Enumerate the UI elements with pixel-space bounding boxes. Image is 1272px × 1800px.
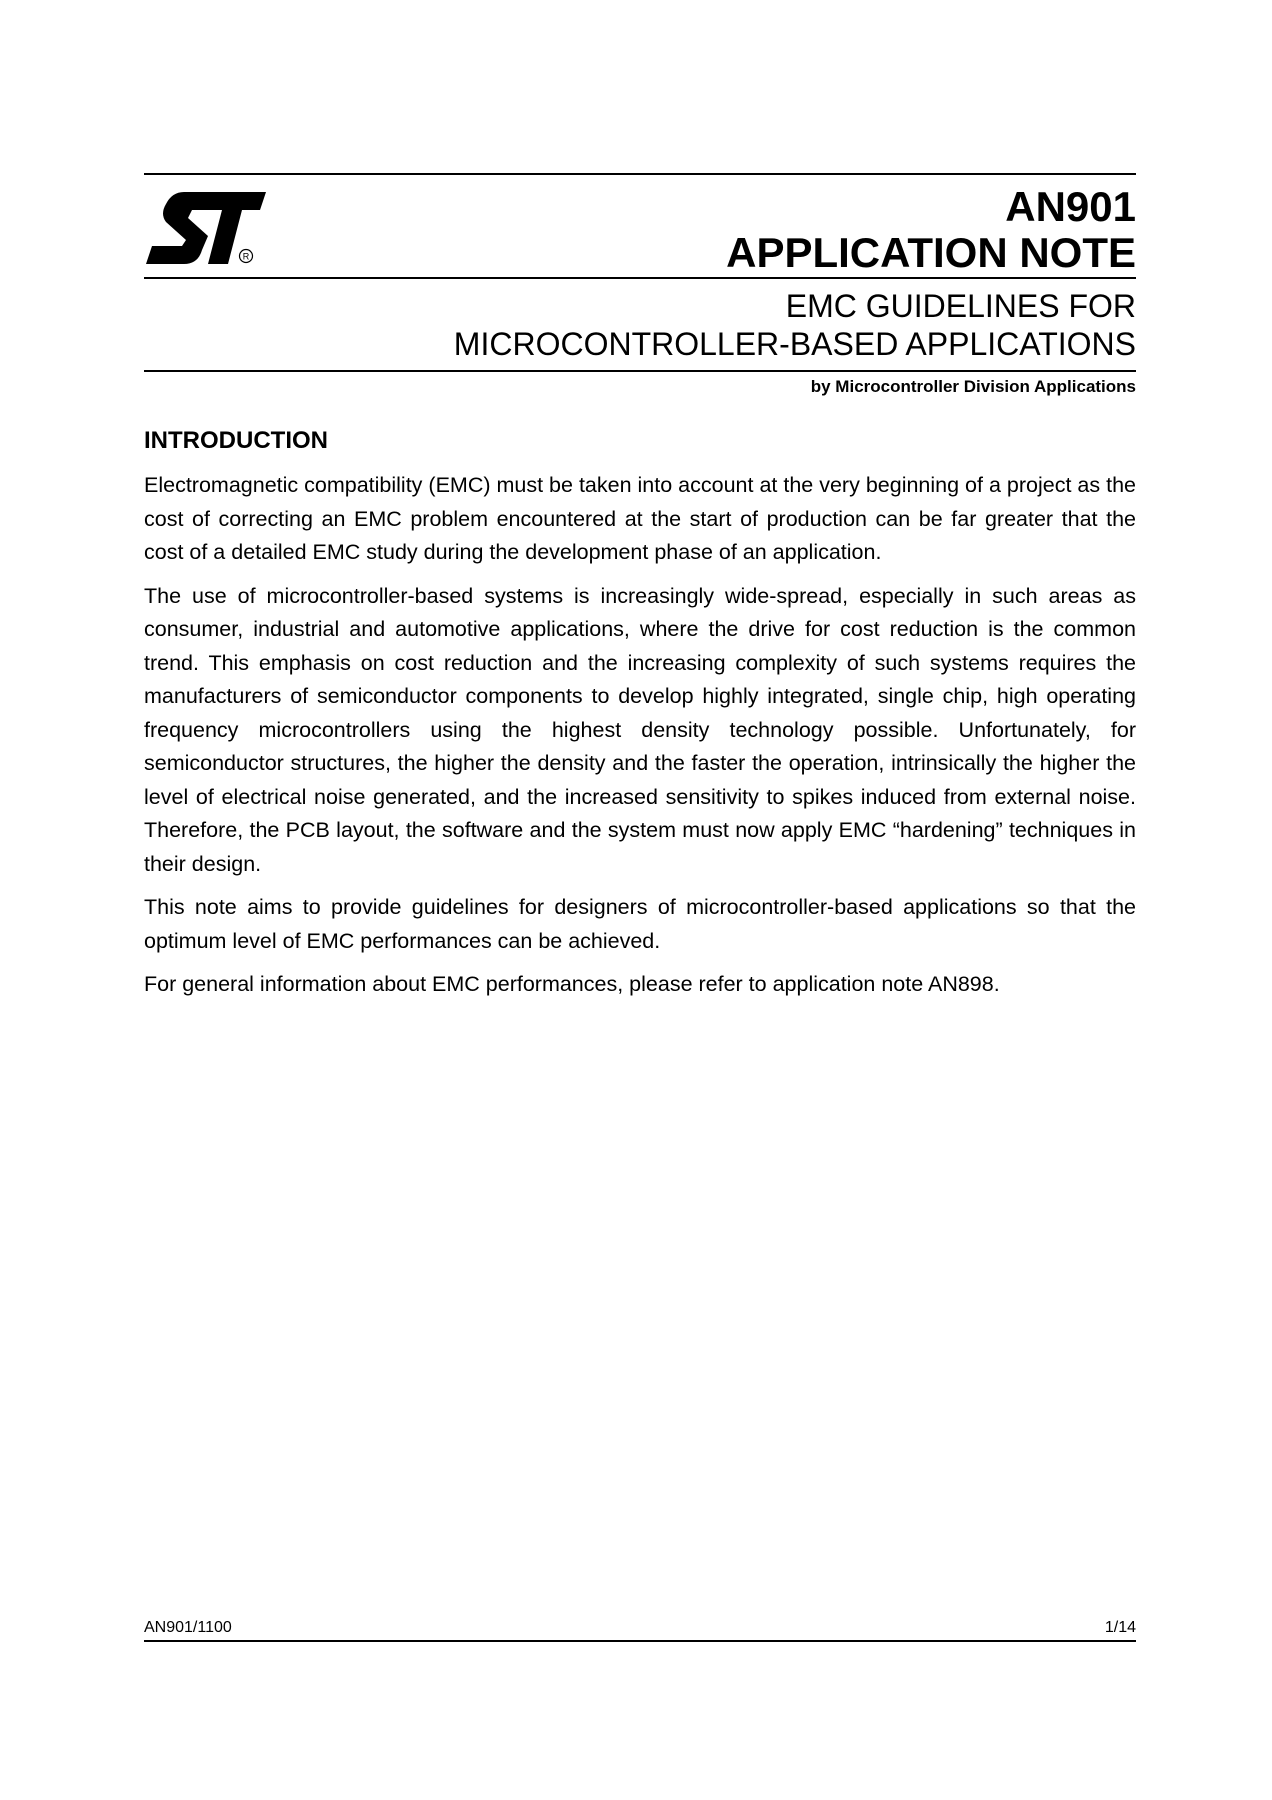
footer-doc-reference: AN901/1100 [144,1619,232,1636]
svg-text:R: R [242,251,250,262]
footer-rule [144,1640,1136,1642]
header-bottom-rule [144,370,1136,372]
introduction-body [144,469,1136,1012]
document-code: AN901 [1005,183,1136,230]
document-title-line2: MICROCONTROLLER-BASED APPLICATIONS [453,326,1136,362]
document-title-line1: EMC GUIDELINES FOR [785,288,1136,324]
header-top-rule [144,173,1136,175]
paragraph: For general information about EMC performances, please refer to application note AN898. [144,972,1000,996]
footer-page-number: 1/14 [1104,1619,1136,1636]
section-heading-introduction: INTRODUCTION [144,427,328,454]
author-byline: by Microcontroller Division Applications [810,377,1136,396]
st-logo-icon [144,188,274,268]
paragraph: This note aims to provide guidelines for designers of microcontroller-based applications so that the optimum level of EMC performances can be achieved. [144,895,1136,953]
header-mid-rule [144,277,1136,279]
paragraph: The use of microcontroller-based systems is increasingly wide-spread, especially in such areas as consumer, industrial and automotive applications, where the drive for cost reduction is the common trend. This emphasis on cost reduction and the increasing complexity of such systems requires the manufacturers of semiconductor components to develop highly integrated, single chip, high operating frequency microcontrollers using the highest density technology possible. Unfortunately, for semiconductor structures, the higher the density and the faster the operation, intrinsically the higher the level of electrical noise generated, and the increased sensitivity to spikes induced from external noise. Therefore, the PCB layout, the software and the system must now apply EMC “hardening” techniques in their design. [144,583,1136,876]
paragraph: Electromagnetic compatibility (EMC) must be taken into account at the very beginning of a project as the cost of correcting an EMC problem encountered at the start of production can be far greater that the cost of a detailed EMC study during the development phase of an application. [144,473,1136,564]
document-type: APPLICATION NOTE [726,229,1136,276]
